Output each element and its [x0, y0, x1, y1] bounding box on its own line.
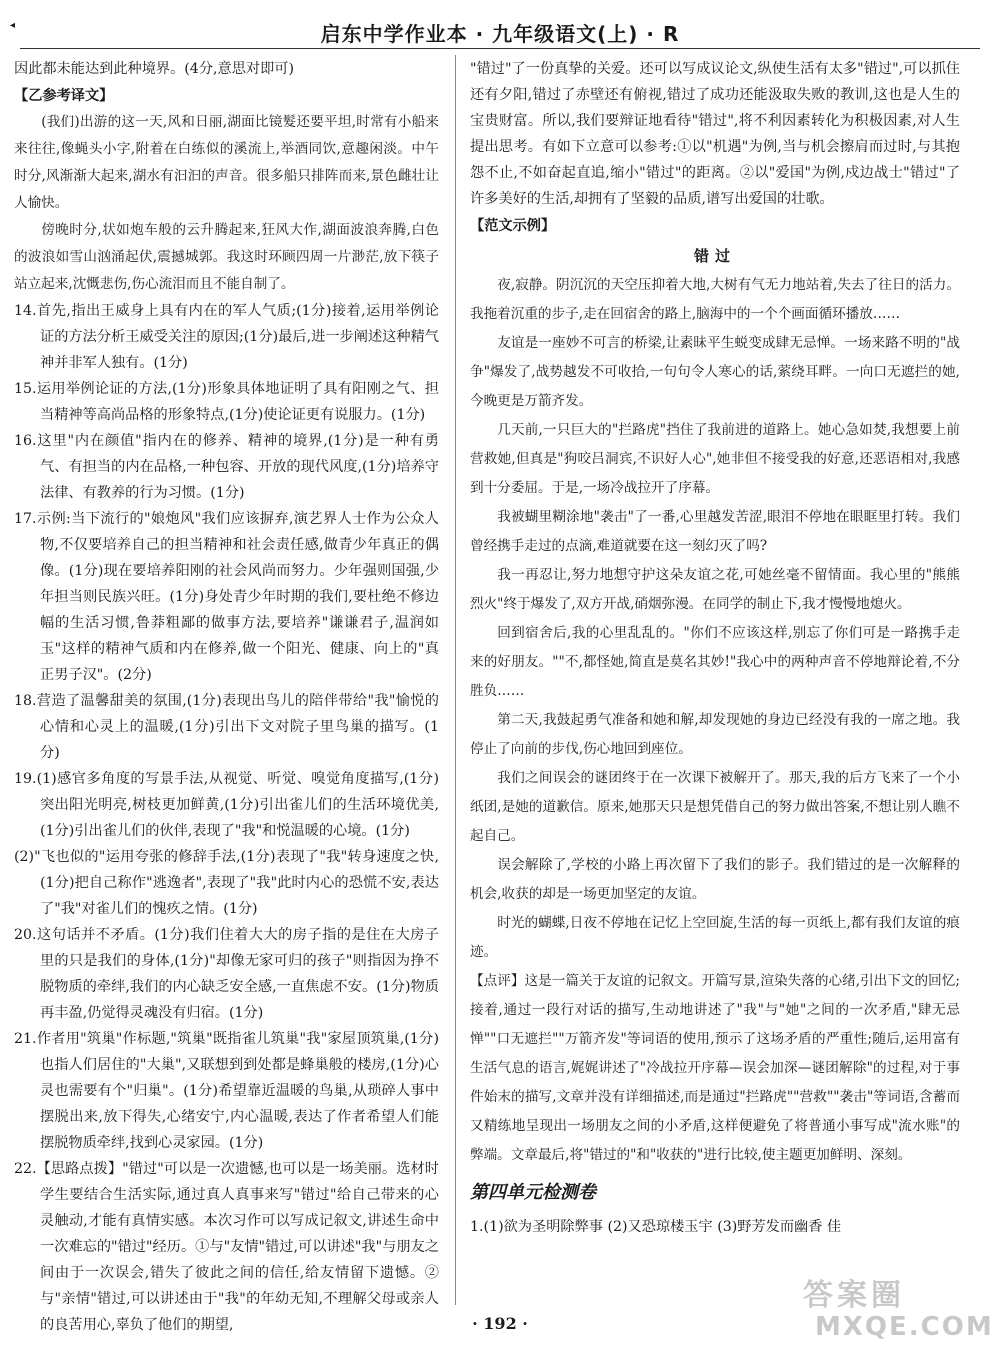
essay-paragraph: 回到宿舍后,我的心里乱乱的。"你们不应该这样,别忘了你们可是一路携手走来的好朋友。""不,都怪她,简直是莫名其妙!"我心中的两种声音不停地辩论着,不分胜负…… — [470, 625, 960, 699]
essay-paragraph: 我一再忍让,努力地想守护这朵友谊之花,可她丝毫不留情面。我心里的"熊熊烈火"终于爆发了,双方开战,硝烟弥漫。在同学的制止下,我才慢慢地熄火。 — [470, 567, 960, 612]
essay-paragraph: 友谊是一座妙不可言的桥梁,让素昧平生蜕变成肆无忌惮。一场来路不明的"战争"爆发了,战势越发不可收拾,一句句令人寒心的话,萦绕耳畔。一向口无遮拦的她,今晚更是万箭齐发。 — [470, 335, 960, 409]
left-column — [14, 56, 439, 1338]
essay-paragraph: 夜,寂静。阴沉沉的天空压抑着大地,大树有气无力地站着,失去了往日的活力。我拖着沉重的步子,走在回宿舍的路上,脑海中的一个个画面循环播放…… — [470, 277, 960, 322]
answer-22-continuation: "错过"了一份真挚的关爱。还可以写成议论文,纵使生活有太多"错过",可以抓住还有夕阳,错过了赤壁还有俯视,错过了成功还能汲取失败的教训,这也是人生的宝贵财富。所以,我们要辩证地看待"错过",将不利因素转化为积极因素,对人生提出思考。有如下立意可以参考:①以"机遇"为例,当与机会擦肩而过时,与其抱怨不止,不如奋起直追,缩小"错过"的距离。②以"爱国"为例,戍边战士"错过"了许多美好的生活,却拥有了坚毅的品质,谱写出爱国的壮歌。 — [470, 61, 960, 207]
intro-line: 因此都未能达到此种境界。(4分,意思对即可) — [14, 61, 294, 77]
answer-18: 18.营造了温馨甜美的氛围,(1分)表现出鸟儿的陪伴带给"我"愉悦的心情和心灵上的温暖,(1分)引出下文对院子里鸟巢的描写。(1分) — [14, 693, 439, 761]
header-title: 启东中学作业本 · 九年级语文(上) · R — [320, 22, 680, 46]
section-first-answer: 1.(1)欲为圣明除弊事 (2)又恐琼楼玉宇 (3)野芳发而幽香 佳 — [470, 1219, 842, 1235]
essay-comment: 【点评】这是一篇关于友谊的记叙文。开篇写景,渲染失落的心绪,引出下文的回忆;接着,通过一段行对话的描写,生动地讲述了"我"与"她"之间的一次矛盾,"肆无忌惮""口无遮拦""万箭齐发"等词语的使用,预示了这场矛盾的严重性;随后,运用富有生活气息的语言,娓娓讲述了"冷战拉开序幕—误会加深—谜团解除"的过程,对于事件始末的描写,文章并没有详细描述,而是通过"拦路虎""营救""袭击"等词语,含蓄而又精练地呈现出一场朋友之间的小矛盾,这样便避免了将普通小事写成"流水账"的弊端。文章最后,将"错过的"和"收获的"进行比较,使主题更加鲜明、深刻。 — [470, 973, 960, 1163]
corner-mark: ◂ — [10, 20, 16, 31]
answer-19-1: 19.(1)感官多角度的写景手法,从视觉、听觉、嗅觉角度描写,(1分)突出阳光明亮,树枝更加鲜黄,(1分)引出雀儿们的生活环境优美,(1分)引出雀儿们的伙伴,表现了"我"和悦温暖的心境。(1分) — [14, 771, 439, 839]
column-divider — [455, 55, 456, 1305]
answer-17: 17.示例:当下流行的"娘炮风"我们应该摒弃,演艺界人士作为公众人物,不仅要培养自己的担当精神和社会责任感,做青少年真正的偶像。(1分)现在要培养阳刚的社会风尚而努力。少年强则国强,少年担当则民族兴旺。(1分)身处青少年时期的我们,要杜绝不修边幅的生活习惯,鲁莽粗鄙的做事方法,要培养"谦谦君子,温润如玉"这样的精神气质和内在修养,做一个阳光、健康、向上的"真正男子汉"。(2分) — [14, 511, 439, 683]
translation-tag: 【乙参考译文】 — [14, 88, 114, 104]
essay-paragraph: 时光的蝴蝶,日夜不停地在记忆上空回旋,生活的每一页纸上,都有我们友谊的痕迹。 — [470, 915, 960, 960]
answer-19-2: (2)"飞也似的"运用夸张的修辞手法,(1分)表现了"我"转身速度之快,(1分)把自己称作"逃逸者",表现了"我"此时内心的恐慌不安,表达了"我"对雀儿们的愧疚之情。(1分) — [14, 849, 439, 917]
essay-title: 错过 — [693, 247, 736, 265]
essay-paragraph: 我被蝴里糊涂地"袭击"了一番,心里越发苦涩,眼泪不停地在眼眶里打转。我们曾经携手走过的点滴,难道就要在这一刻幻灭了吗? — [470, 509, 960, 554]
answer-14: 14.首先,指出王威身上具有内在的军人气质;(1分)接着,运用举例论证的方法分析王威受关注的原因;(1分)最后,进一步阐述这种精气神并非军人独有。(1分) — [14, 303, 439, 371]
essay-paragraph: 我们之间误会的谜团终于在一次课下被解开了。那天,我的后方飞来了一个小纸团,是她的道歉信。原来,她那天只是想凭借自己的努力做出答案,不想让别人瞧不起自己。 — [470, 770, 960, 844]
section-title: 第四单元检测卷 — [470, 1182, 596, 1203]
essay-paragraph: 第二天,我鼓起勇气准备和她和解,却发现她的身边已经没有我的一席之地。我停止了向前的步伐,伤心地回到座位。 — [470, 712, 960, 757]
watermark-logo — [795, 1270, 994, 1350]
essay-paragraph: 几天前,一只巨大的"拦路虎"挡住了我前进的道路上。她心急如焚,我想要上前营救她,但真是"狗咬吕洞宾,不识好人心",她非但不接受我的好意,还恶语相对,我感到十分委屈。于是,一场冷战拉开了序幕。 — [470, 422, 960, 496]
answer-21: 21.作者用"筑巢"作标题,"筑巢"既指雀儿筑巢"我"家屋顶筑巢,(1分)也指人们居住的"大巢",又联想到到处都是蜂巢般的楼房,(1分)心灵也需要有个"归巢"。(1分)希望靠近温暖的鸟巢,从琐碎人事中摆脱出来,放下得失,心绪安宁,内心温暖,表达了作者希望人们能摆脱物质牵绊,找到心灵家园。(1分) — [14, 1031, 439, 1151]
sample-essay-tag: 【范文示例】 — [470, 218, 556, 234]
answer-15: 15.运用举例论证的方法,(1分)形象具体地证明了具有阳刚之气、担当精神等高尚品格的形象特点,(1分)使论证更有说服力。(1分) — [14, 381, 439, 423]
header-rule — [20, 48, 980, 49]
answer-22: 22.【思路点拨】"错过"可以是一次遗憾,也可以是一场美丽。选材时学生要结合生活实际,通过真人真事来写"错过"给自己带来的心灵触动,才能有真情实感。本次习作可以写成记叙文,讲述生命中一次难忘的"错过"经历。①与"友情"错过,可以讲述"我"与朋友之间由于一次误会,错失了彼此之间的信任,给友情留下遗憾。②与"亲情"错过,可以讲述由于"我"的年幼无知,不理解父母或亲人的良苦用心,辜负了他们的期望, — [14, 1161, 439, 1333]
translation-paragraph: (我们)出游的这一天,风和日丽,湖面比镜髮还要平坦,时常有小船来来往往,像蝇头小字,附着在白练似的溪流上,举酒同饮,意趣闲淡。中午时分,风渐渐大起来,湖水有汩汩的声音。很多船只排阵而来,景色雌壮让人愉快。 — [14, 114, 439, 211]
answer-16: 16.这里"内在颜值"指内在的修养、精神的境界,(1分)是一种有勇气、有担当的内在品格,一种包容、开放的现代风度,(1分)培养守法律、有教养的行为习惯。(1分) — [14, 433, 439, 501]
translation-paragraph: 傍晚时分,状如炮车般的云升腾起来,狂风大作,湖面波浪奔腾,白色的波浪如雪山汹涌起伏,震撼城郭。我这时环顾四周一片渺茫,放下筷子站立起来,沈慨悲伤,伤心流泪而且不能自制了。 — [14, 222, 439, 292]
watermark-text-cn: 答案圈 — [803, 1278, 905, 1313]
right-column — [470, 56, 960, 1240]
watermark-text-en: MXQE.COM — [815, 1312, 994, 1342]
page-header — [20, 12, 980, 52]
answer-20: 20.这句话并不矛盾。(1分)我们住着大大的房子指的是住在大房子里的只是我们的身体,(1分)"却像无家可归的孩子"则指因为挣不脱物质的牵绊,我们的内心缺乏安全感,一直焦虑不安。(1分)物质再丰盈,仍觉得灵魂没有归宿。(1分) — [14, 927, 439, 1021]
essay-paragraph: 误会解除了,学校的小路上再次留下了我们的影子。我们错过的是一次解释的机会,收获的却是一场更加坚定的友谊。 — [470, 857, 960, 902]
page-number: · 192 · — [472, 1314, 528, 1333]
